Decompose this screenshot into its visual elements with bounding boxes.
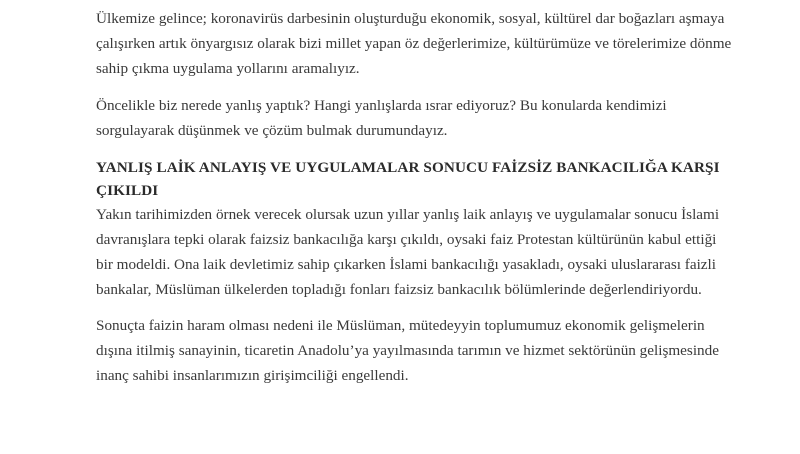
- article-paragraph-3: Yakın tarihimizden örnek verecek olursak uzun yıllar yanlış laik anlayış ve uygulamalar sonucu İslami davranışlara tepki olarak faizsiz bankacılığa karşı çıkıldı, oysaki faiz Protestan kültürünün kabul ettiği bir modeldi. Ona laik devletimiz sahip çıkarken İslami bankacılığı yasakladı, oysaki uluslararası faizli bankalar, Müslüman ülkelerden topladığı fonları faizsiz bankacılık bölümlerinde değerlendiriyordu.: [96, 206, 720, 298]
- article-paragraph-4: Sonuçta faizin haram olması nedeni ile Müslüman, mütedeyyin toplumumuz ekonomik gelişmelerin dışına itilmiş sanayinin, ticaretin Anadolu’ya yayılmasında tarımın ve hizmet sektörünün gelişmesinde inanç sahibi insanlarımızın girişimciliği engellendi.: [96, 317, 719, 384]
- article-paragraph-2: Öncelikle biz nerede yanlış yaptık? Hangi yanlışlarda ısrar ediyoruz? Bu konularda kendimizi sorgulayarak düşünmek ve çözüm bulmak durumundayız.: [96, 97, 667, 139]
- section-heading: YANLIŞ LAİK ANLAYIŞ VE UYGULAMALAR SONUCU FAİZSİZ BANKACILIĞA KARŞI ÇIKILDI: [96, 159, 720, 199]
- article-body: [96, 6, 736, 400]
- article-paragraph-1: Ülkemize gelince; koronavirüs darbesinin oluşturduğu ekonomik, sosyal, kültürel dar boğazları aşmaya çalışırken artık önyargısız olarak bizi millet yapan öz değerlerimize, kültürümüze ve törelerimize dönme sahip çıkma uygulama yollarını aramalıyız.: [96, 10, 732, 77]
